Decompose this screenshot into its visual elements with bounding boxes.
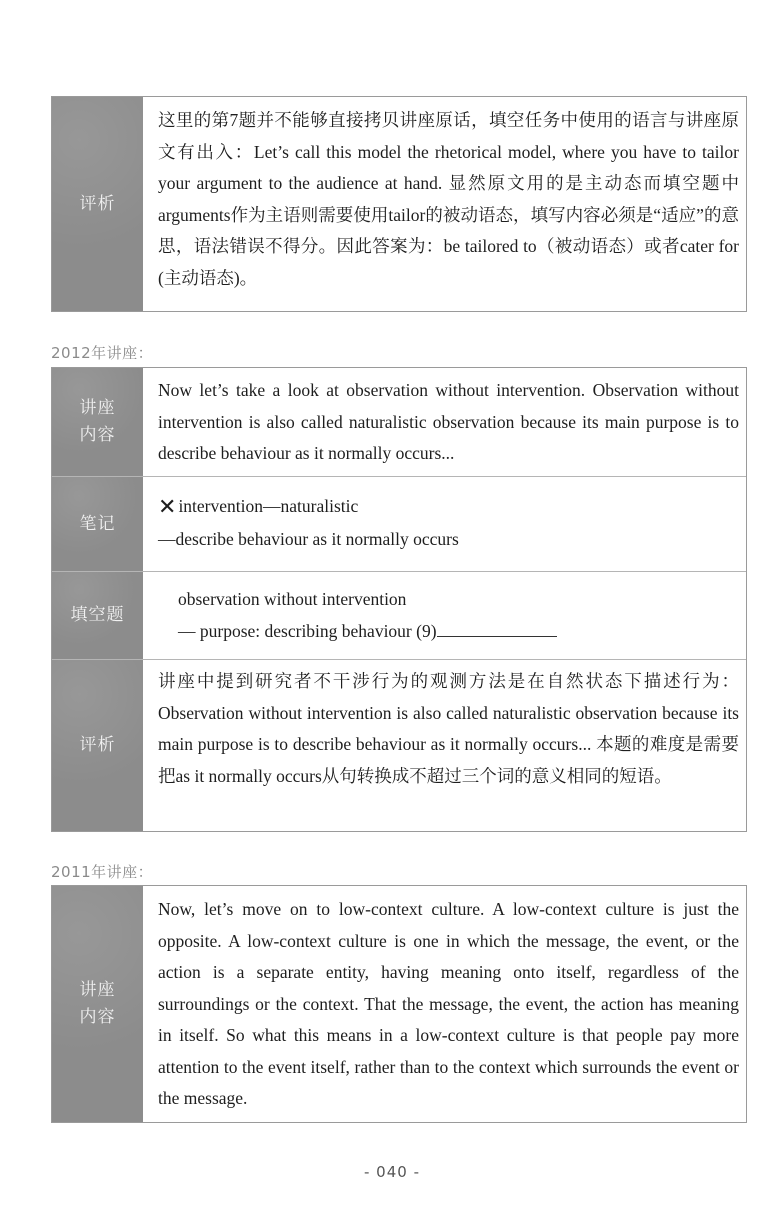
notes-label: 笔记 [52,477,143,571]
lecture-content-2011 [143,886,746,1122]
analysis-row [52,97,746,311]
lecture-text: Now let’s take a look at observation without intervention. Observation without intervention is also called naturalistic observation because its main purpose is to describe behaviour as it normally occurs... [158,380,739,463]
fill-line-2-text: — purpose: describing behaviour (9) [178,620,437,641]
analysis-row-2012 [52,659,746,831]
lecture-label-2011: 讲座 内容 [52,886,143,1122]
analysis-content-2012 [143,660,746,831]
fill-line-2 [178,616,739,648]
table-2011 [51,885,747,1123]
lecture-row-2011 [52,886,746,1122]
fill-line-1: observation without intervention [178,589,407,609]
table-2012 [51,367,747,832]
page-number: - 040 - [364,1163,420,1181]
lecture-label: 讲座 内容 [52,368,143,476]
section-title-2011: 2011年讲座： [51,863,154,881]
notes-line-1 [158,491,739,524]
analysis-text: 这里的第7题并不能够直接拷贝讲座原话，填空任务中使用的语言与讲座原文有出入：Let’s call this model the rhetorical model, where you have to tailor your argument to the audience at hand. 显然原文用的是主动态而填空题中arguments作为主语则需要使用tailor的被动语态，填写内容必须是“适应”的意思，语法错误不得分。因此答案为：be tailored to（被动语态）或者cater for (主动语态)。 [158,110,739,288]
lecture-row-2012 [52,368,746,476]
analysis-table-top [51,96,747,312]
notes-row-2012 [52,476,746,571]
notes-line-1-text: intervention—naturalistic [178,496,359,516]
answer-blank [437,618,557,637]
analysis-text-2012: 讲座中提到研究者不干涉行为的观测方法是在自然状态下描述行为：Observation without intervention is also called naturalistic observation because its main purpose is to describe behaviour as it normally occurs... 本题的难度是需要把as it normally occurs从句转换成不超过三个词的意义相同的短语。 [158,671,739,786]
fill-label: 填空题 [52,572,143,659]
notes-line-2: —describe behaviour as it normally occurs [158,528,459,549]
lecture-content [143,368,746,476]
fill-row-2012 [52,571,746,659]
fill-content [143,572,746,659]
analysis-content [143,97,746,311]
analysis-label: 评析 [52,97,143,311]
cross-icon: ✕ [158,495,177,520]
section-title-2012: 2012年讲座： [51,344,154,362]
notes-content [143,477,746,571]
analysis-label-2012: 评析 [52,660,143,831]
lecture-text-2011: Now, let’s move on to low-context culture. A low-context culture is just the opposite. A low-context culture is one in which the message, the event, or the action is a separate entity, having meaning onto itself, regardless of the surroundings or the context. That the message, the event, the action has meaning in itself. So what this means in a low-context culture is that people pay more attention to the event itself, rather than to the context which surrounds the event or the message. [158,899,739,1108]
